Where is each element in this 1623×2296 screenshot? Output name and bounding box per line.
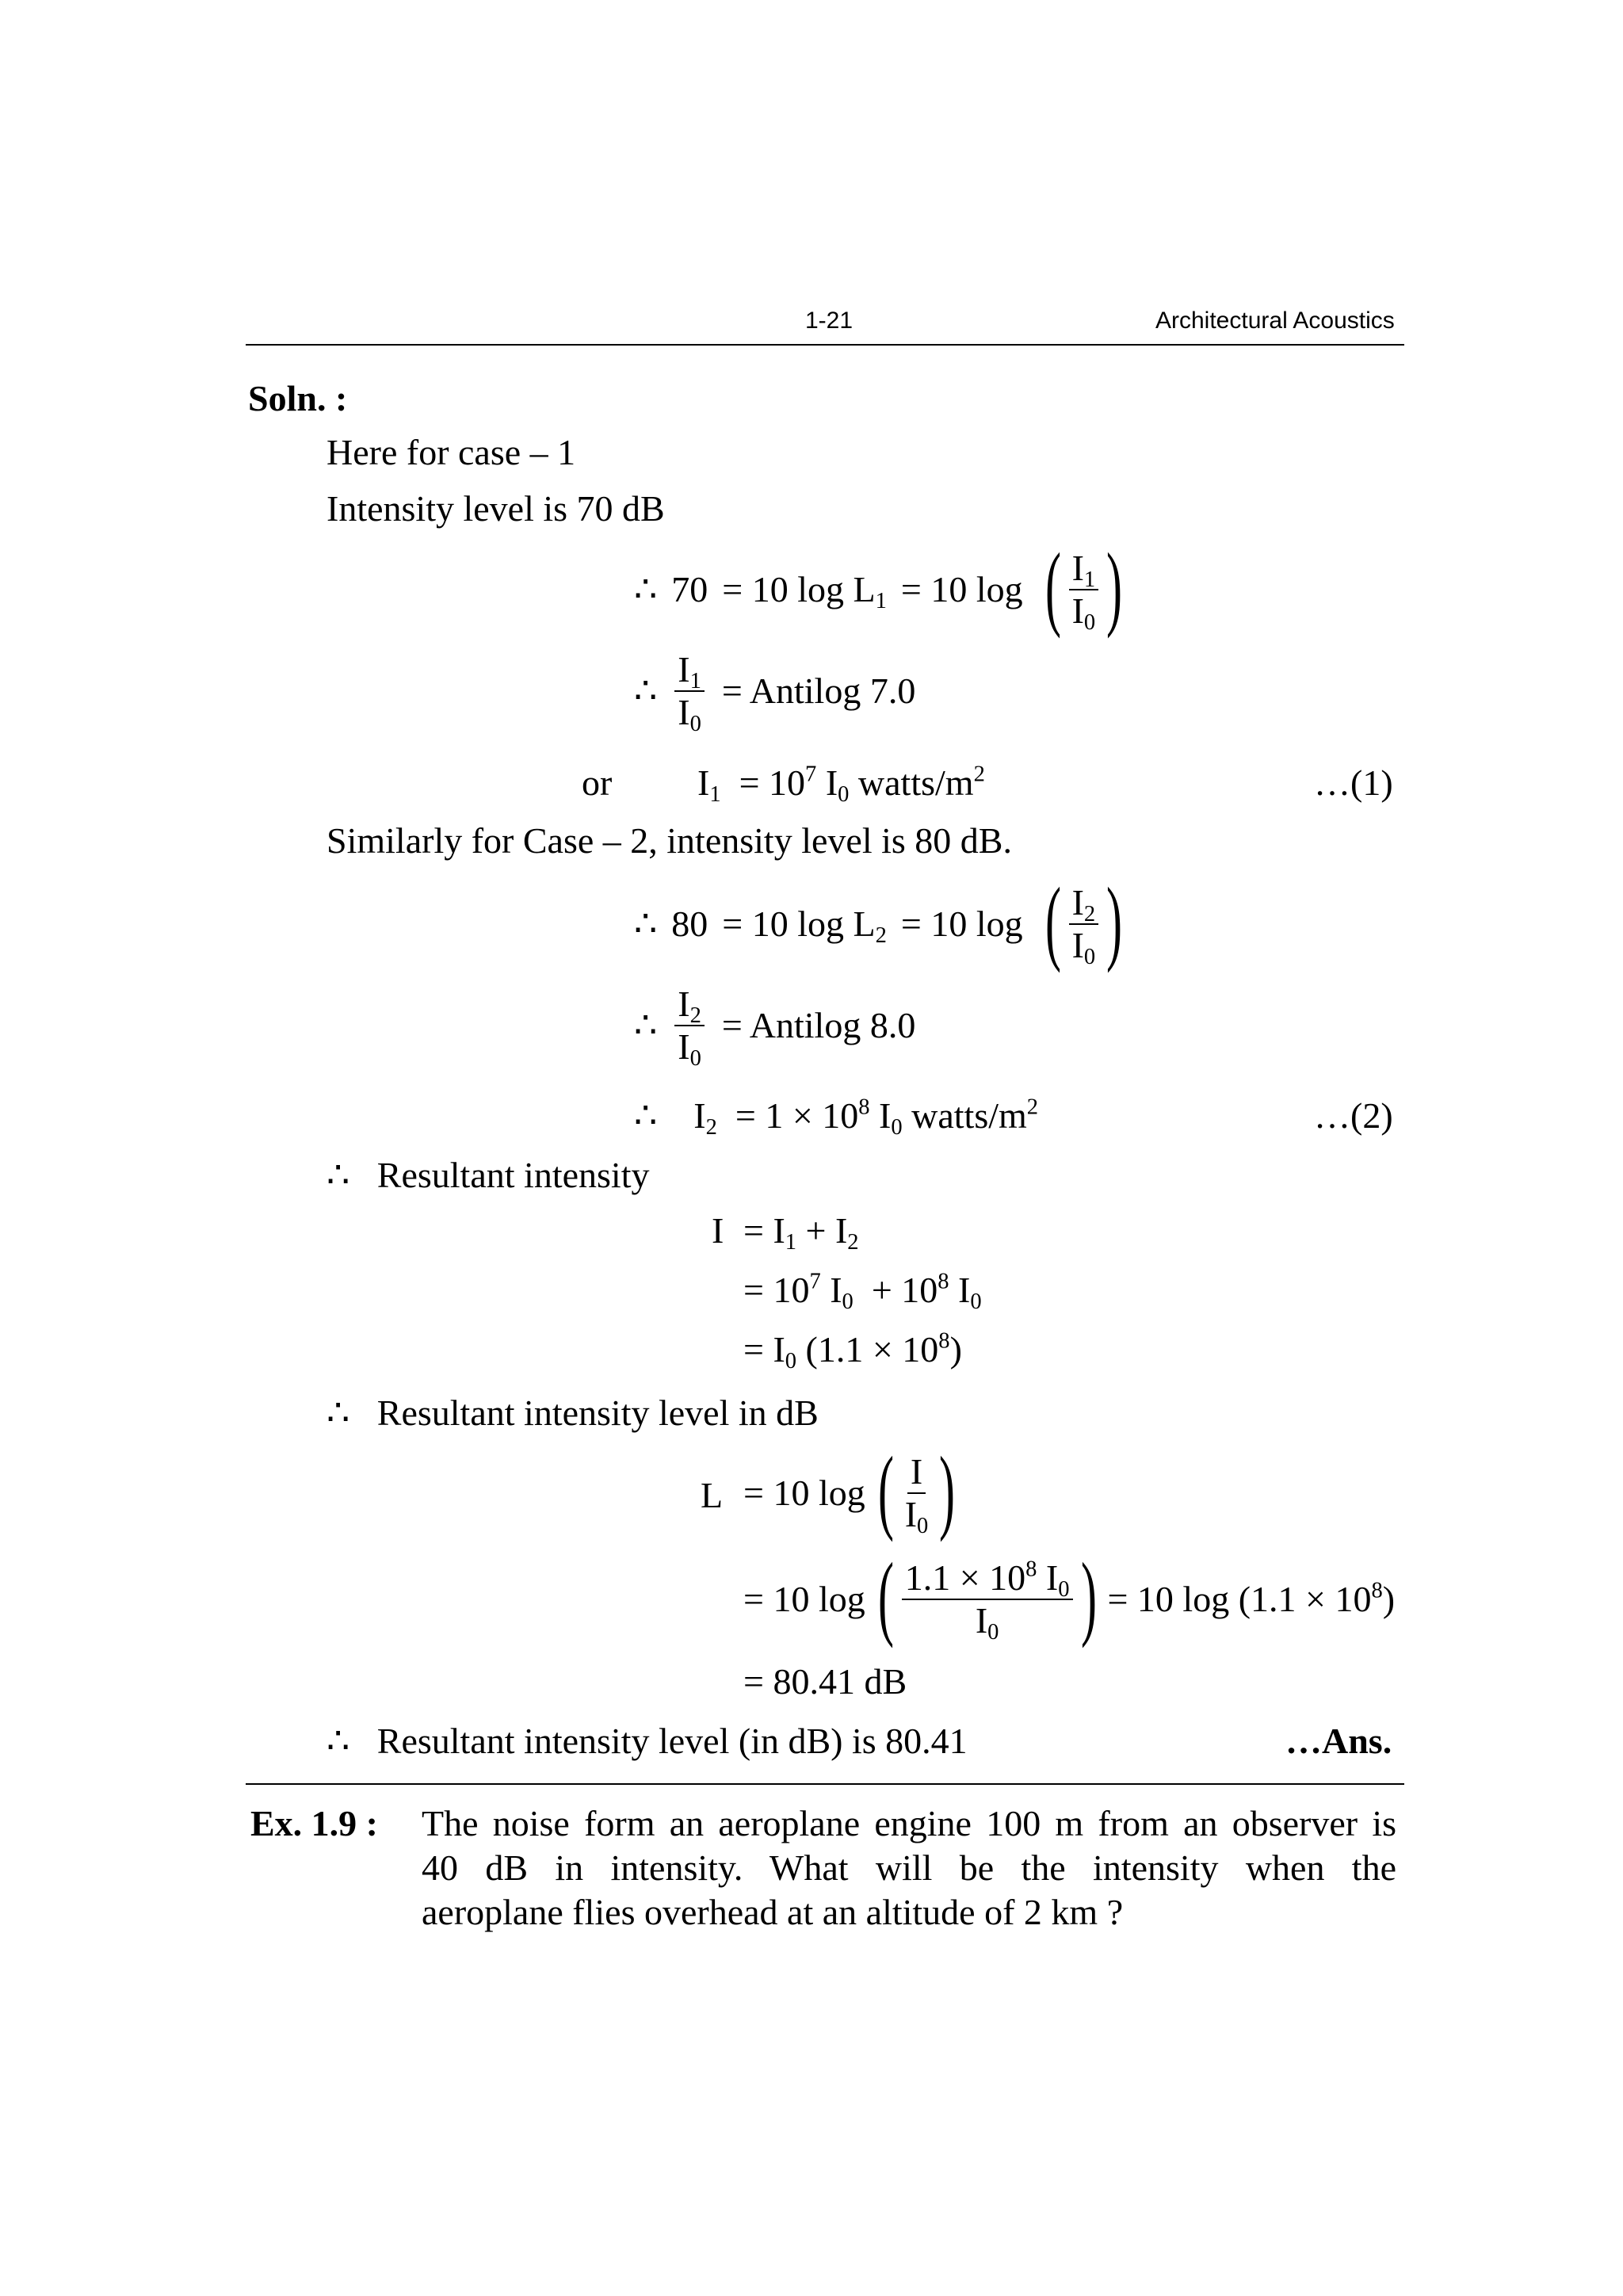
resultant-level-line: ∴ Resultant intensity level in dB: [327, 1392, 819, 1433]
equation-8-lhs: L: [701, 1475, 724, 1515]
right-paren-icon: ): [939, 1437, 956, 1542]
equation-6: ∴ $I_2 = 1 \times 10^8$ $I_0$ watts/$m^2$: [634, 1095, 1039, 1140]
resultant-intensity-line: ∴ Resultant intensity: [327, 1155, 650, 1195]
eq4-lhs: 80: [671, 904, 708, 944]
equation-1: [634, 533, 1130, 639]
left-paren-icon: (: [877, 1437, 894, 1542]
equation-tag-1: …(1): [1314, 762, 1393, 803]
equation-5: [634, 984, 916, 1071]
therefore-symbol: ∴: [634, 904, 658, 944]
example-text: [422, 1805, 1396, 1939]
solution-label: Soln. :: [248, 378, 348, 418]
example-line-2: 40 dB in intensity. What will be the intensity when the: [422, 1847, 1396, 1888]
therefore-symbol: ∴: [634, 670, 658, 711]
running-title: Architectural Acoustics: [1155, 308, 1395, 334]
left-paren-icon: (: [1044, 868, 1061, 973]
therefore-symbol: ∴: [634, 569, 658, 609]
header-rule: [246, 344, 1404, 346]
equation-7-row-1: = $I_1 + I_2$: [743, 1210, 859, 1255]
equation-8-row-3: = 80.41 dB: [743, 1661, 907, 1702]
answer-marker: …Ans.: [1285, 1721, 1392, 1761]
right-paren-icon: ): [1106, 533, 1123, 639]
equation-8-row-1: = 10 log ( $\frac{I}{I_0}$ ): [743, 1437, 956, 1542]
example-line-3: aeroplane flies overhead at an altitude of 2 km ?: [422, 1892, 1124, 1932]
equation-7-row-3: = $I_0$ $(1.1 \times 10^8)$: [743, 1328, 962, 1373]
intensity-level-70-line: Intensity level is 70 dB: [327, 488, 665, 529]
eq1-mid: = 10 $\log L_1$: [722, 569, 887, 613]
equation-7-row-2: = $10^7$ $I_0 + 10^8$ $I_0$: [743, 1269, 982, 1314]
equation-4: [634, 868, 1130, 973]
equation-tag-2: …(2): [1314, 1095, 1393, 1136]
final-answer-line: ∴ Resultant intensity level (in dB) is 80.41: [327, 1721, 968, 1761]
eq4-rhs: = 10 log: [900, 904, 1023, 944]
equation-3-or: or: [582, 762, 613, 803]
therefore-symbol: ∴: [634, 1005, 658, 1045]
case2-line: Similarly for Case – 2, intensity level is 80 dB.: [327, 820, 1012, 861]
eq4-mid: = 10 $\log L_2$: [722, 904, 887, 948]
eq1-rhs: = 10 log: [900, 569, 1023, 609]
right-paren-icon: ): [1106, 868, 1123, 973]
section-divider: [246, 1783, 1404, 1785]
equation-8-row-2: = 10 log ( $\frac{1.1 \times 10^8 I_0}{I_0}$ ) = 10 $\log (1.1 \times 10^8)$: [743, 1543, 1396, 1648]
left-paren-icon: (: [1044, 533, 1061, 639]
eq1-fraction: ( $\frac{I_1}{I_0}$ ): [1044, 533, 1123, 639]
equation-2: [634, 649, 916, 736]
eq5-rhs: = Antilog 8.0: [721, 1005, 916, 1045]
example-line-1: The noise form an aeroplane engine 100 m from an observer is: [422, 1803, 1396, 1843]
equation-7-lhs: I: [712, 1210, 724, 1251]
eq4-fraction: ( $\frac{I_2}{I_0}$ ): [1044, 868, 1123, 973]
case1-line: Here for case – 1: [327, 432, 576, 472]
therefore-symbol: ∴: [634, 1095, 658, 1136]
eq2-rhs: = Antilog 7.0: [721, 670, 916, 711]
left-paren-icon: (: [877, 1543, 894, 1648]
eq2-fraction: $\frac{I_1}{I_0}$: [674, 651, 705, 731]
eq1-lhs: 70: [671, 569, 708, 609]
eq5-fraction: $\frac{I_2}{I_0}$: [674, 986, 705, 1065]
page-number: 1-21: [805, 308, 854, 334]
example-label: Ex. 1.9 :: [250, 1803, 378, 1843]
equation-3: $I_1 = 10^7$ $I_0$ watts/$m^2$: [697, 762, 985, 807]
right-paren-icon: ): [1080, 1543, 1097, 1648]
